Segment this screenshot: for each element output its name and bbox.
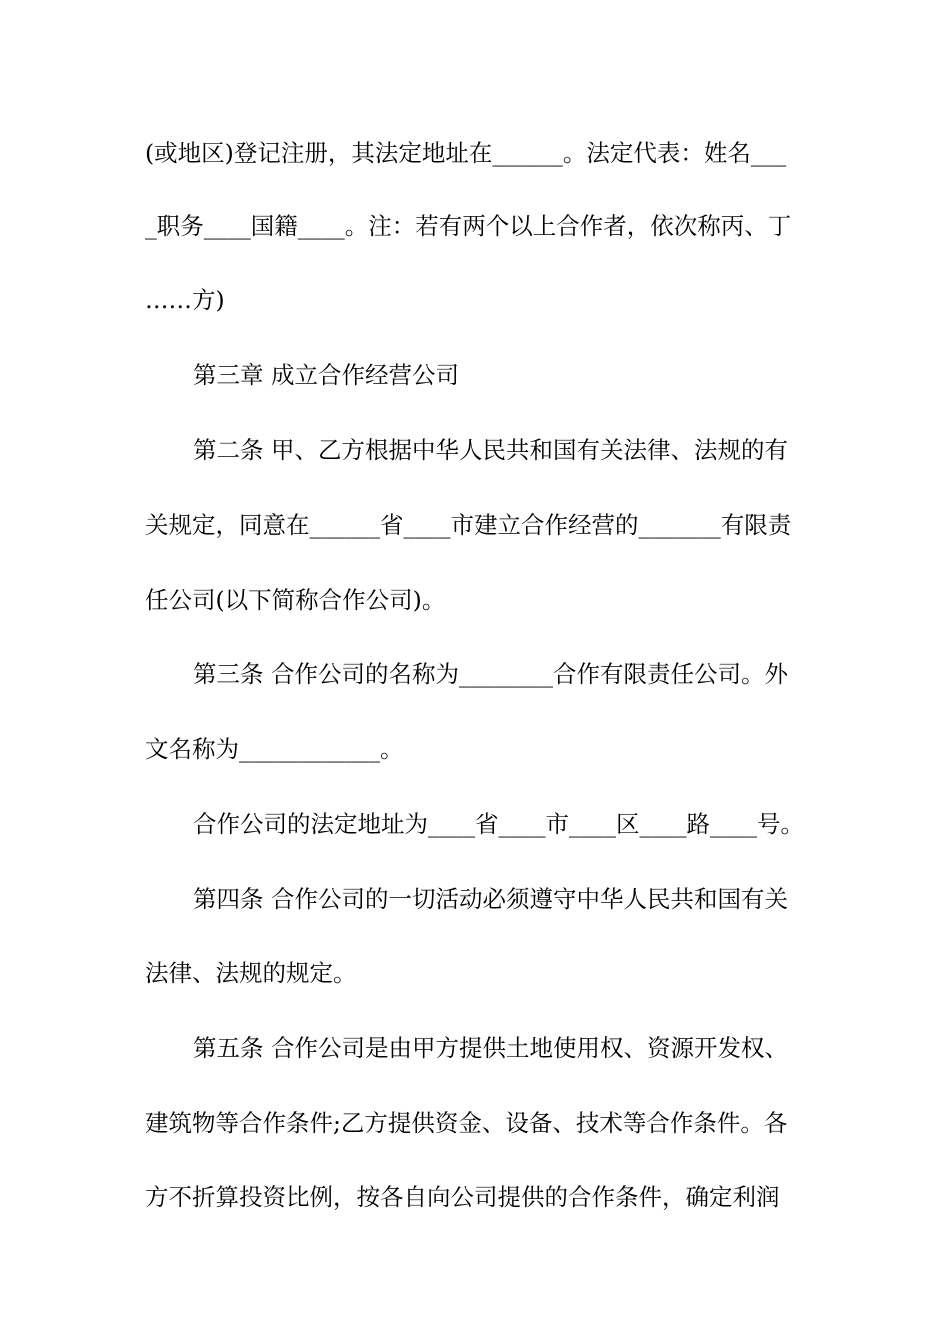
article-text: 第三条 合作公司的名称为________合作有限责任公司。外 (193, 660, 788, 688)
article-text: 第四条 合作公司的一切活动必须遵守中华人民共和国有关 (193, 885, 788, 913)
text-line: 文名称为____________。 (145, 735, 404, 763)
text-line: 关规定，同意在______省____市建立合作经营的_______有限责 (145, 511, 792, 539)
text-line: 法律、法规的规定。 (145, 959, 357, 987)
address-text: 合作公司的法定地址为____省____市____区____路____号。 (193, 810, 804, 838)
article-text: 第五条 合作公司是由甲方提供土地使用权、资源开发权、 (193, 1034, 788, 1062)
text-line: ……方) (145, 286, 225, 314)
text-line: _职务____国籍____。注：若有两个以上合作者，依次称丙、丁 (145, 212, 792, 240)
chapter-heading: 第三章 成立合作经营公司 (193, 361, 459, 389)
text-line: 方不折算投资比例，按各自向公司提供的合作条件，确定利润 (145, 1183, 780, 1211)
article-text: 第二条 甲、乙方根据中华人民共和国有关法律、法规的有 (193, 436, 788, 464)
text-line: 任公司(以下简称合作公司)。 (145, 586, 446, 614)
text-line: (或地区)登记注册，其法定地址在______。法定代表：姓名___ (145, 139, 787, 167)
text-line: 建筑物等合作条件;乙方提供资金、设备、技术等合作条件。各 (145, 1109, 788, 1137)
